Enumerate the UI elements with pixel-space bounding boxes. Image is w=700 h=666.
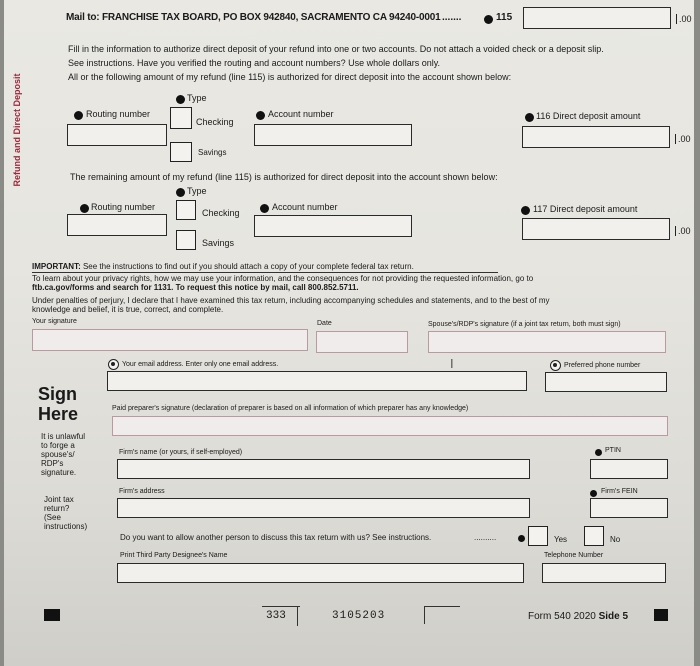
- routing-bullet-icon: [74, 111, 83, 120]
- account2-amount-field[interactable]: [522, 218, 670, 240]
- fein-bullet-icon: [590, 490, 597, 497]
- form-name: Form 540 2020: [528, 611, 596, 622]
- mail-to-address: Mail to: FRANCHISE TAX BOARD, PO BOX 942840, SACRAMENTO CA 94240-0001: [66, 12, 441, 23]
- account1-savings-checkbox[interactable]: [170, 142, 192, 162]
- account1-routing-field[interactable]: [67, 124, 167, 146]
- account1-account-label: Account number: [268, 109, 334, 119]
- email-field[interactable]: [107, 371, 527, 391]
- form-number: [528, 611, 628, 622]
- ptin-label: PTIN: [605, 447, 621, 454]
- email-radio-icon: [108, 359, 119, 370]
- telephone-label: Telephone Number: [544, 552, 604, 559]
- preparer-signature-field[interactable]: [112, 416, 668, 436]
- joint-line-2: return?: [44, 504, 70, 513]
- no-label: No: [610, 535, 621, 544]
- your-signature-field[interactable]: [32, 329, 308, 351]
- header-dots: .......: [442, 12, 462, 23]
- unlawful-line-5: signature.: [41, 468, 77, 477]
- account-bullet-icon: [256, 111, 265, 120]
- unlawful-line-2: to forge a: [41, 441, 75, 450]
- text-cursor-icon: I: [450, 356, 454, 371]
- privacy-line-1: To learn about your privacy rights, how we may use your information, and the consequences for not providing the requested information, go to: [32, 274, 534, 283]
- line-115-number: 115: [496, 12, 513, 23]
- designee-label: Print Third Party Designee's Name: [120, 552, 228, 559]
- firm-address-field[interactable]: [117, 498, 530, 518]
- important-text: See the instructions to find out if you should attach a copy of your complete federal tax return.: [80, 262, 414, 271]
- third-party-yes-checkbox[interactable]: [528, 526, 548, 546]
- important-label: IMPORTANT:: [32, 262, 81, 271]
- phone-label: Preferred phone number: [564, 362, 641, 369]
- registration-mark-left: [44, 609, 60, 621]
- side-label: Refund and Direct Deposit: [12, 73, 22, 187]
- unlawful-line-3: spouse's/: [41, 450, 75, 459]
- preparer-label: Paid preparer's signature (declaration of preparer is based on all information of which preparer has any knowledge): [112, 405, 469, 412]
- joint-line-3: (See: [44, 513, 61, 522]
- unlawful-line-1: It is unlawful: [41, 432, 86, 441]
- account1-amount-field[interactable]: [522, 126, 670, 148]
- remaining-refund-text: The remaining amount of my refund (line 115) is authorized for direct deposit into the account shown below:: [70, 172, 498, 182]
- firm-name-field[interactable]: [117, 459, 530, 479]
- email-label: Your email address. Enter only one email address.: [122, 361, 279, 368]
- side-number: Side 5: [598, 611, 629, 622]
- spouse-signature-label: Spouse's/RDP's signature (if a joint tax return, both must sign): [428, 321, 621, 328]
- joint-line-1: Joint tax: [44, 495, 74, 504]
- account2-checking-checkbox[interactable]: [176, 200, 196, 220]
- sign-here-title-1: Sign: [38, 384, 77, 404]
- account2-savings-label: Savings: [202, 238, 235, 248]
- ptin-bullet-icon: [595, 449, 602, 456]
- account1-checking-label: Checking: [196, 117, 234, 127]
- phone-radio-icon: [550, 360, 561, 371]
- account2-amount-label: 117 Direct deposit amount: [533, 204, 638, 214]
- corner-mark-side: [424, 606, 425, 624]
- account2-account-label: Account number: [272, 202, 338, 212]
- account1-savings-label: Savings: [198, 148, 227, 157]
- intro-line-3: All or the following amount of my refund (line 115) is authorized for direct deposit into the account shown below:: [68, 72, 512, 82]
- line-115-refund-field[interactable]: [523, 7, 671, 29]
- form-page: [4, 0, 694, 666]
- third-party-bullet-icon: [518, 535, 525, 542]
- account1-checking-checkbox[interactable]: [170, 107, 192, 129]
- perjury-line-2: knowledge and belief, it is true, correct, and complete.: [32, 305, 224, 314]
- divider: [32, 272, 498, 273]
- important-line-1: [32, 262, 414, 271]
- third-party-no-checkbox[interactable]: [584, 526, 604, 546]
- account2-cents: .00: [675, 226, 691, 236]
- perjury-line-1: Under penalties of perjury, I declare that I have examined this tax return, including accompanying schedules and statements, and to the best of my: [32, 296, 550, 305]
- form-code-3105203: 3105203: [332, 610, 386, 622]
- account2-checking-label: Checking: [202, 208, 240, 218]
- designee-name-field[interactable]: [117, 563, 524, 583]
- account2-savings-checkbox[interactable]: [176, 230, 196, 250]
- firm-address-label: Firm's address: [119, 488, 165, 495]
- amount-bullet-icon: [525, 113, 534, 122]
- account2-account-field[interactable]: [254, 215, 412, 237]
- spouse-signature-field[interactable]: [428, 331, 666, 353]
- account2-type-label: Type: [187, 186, 207, 196]
- corner-mark-top: [424, 606, 460, 607]
- code-box-side: [297, 606, 298, 626]
- routing-bullet-icon: [80, 204, 89, 213]
- unlawful-line-4: RDP's: [41, 459, 64, 468]
- registration-mark-right: [654, 609, 668, 621]
- sign-here-title-2: Here: [38, 404, 79, 424]
- line-bullet-icon: [484, 15, 493, 24]
- type-bullet-icon: [176, 188, 185, 197]
- privacy-line-2: ftb.ca.gov/forms and search for 1131. To request this notice by mail, call 800.852.5711.: [32, 283, 359, 292]
- date-label: Date: [317, 320, 332, 327]
- intro-line-1: Fill in the information to authorize direct deposit of your refund into one or two accounts. Do not attach a voided check or a deposit slip.: [68, 44, 604, 54]
- firm-fein-field[interactable]: [590, 498, 668, 518]
- joint-line-4: instructions): [44, 522, 88, 531]
- your-signature-label: Your signature: [32, 318, 77, 325]
- line-115-cents: .00: [676, 14, 692, 24]
- account-bullet-icon: [260, 204, 269, 213]
- amount-bullet-icon: [521, 206, 530, 215]
- account1-account-field[interactable]: [254, 124, 412, 146]
- code-box-top: [262, 606, 300, 607]
- account2-routing-label: Routing number: [91, 202, 156, 212]
- type-bullet-icon: [176, 95, 185, 104]
- account1-cents: .00: [675, 134, 691, 144]
- ptin-field[interactable]: [590, 459, 668, 479]
- account1-type-label: Type: [187, 93, 207, 103]
- date-field[interactable]: [316, 331, 408, 353]
- phone-field[interactable]: [545, 372, 667, 392]
- third-party-dots: ..........: [474, 533, 497, 542]
- third-party-question: Do you want to allow another person to discuss this tax return with us? See instructions.: [120, 533, 432, 542]
- designee-phone-field[interactable]: [542, 563, 666, 583]
- intro-line-2: See instructions. Have you verified the routing and account numbers? Use whole dollars only.: [68, 58, 441, 68]
- firm-fein-label: Firm's FEIN: [601, 488, 638, 495]
- form-code-333: 333: [266, 610, 286, 622]
- account1-routing-label: Routing number: [86, 109, 151, 119]
- account2-routing-field[interactable]: [67, 214, 167, 236]
- firm-name-label: Firm's name (or yours, if self-employed): [119, 449, 243, 456]
- account1-amount-label: 116 Direct deposit amount: [536, 111, 641, 121]
- yes-label: Yes: [554, 535, 568, 544]
